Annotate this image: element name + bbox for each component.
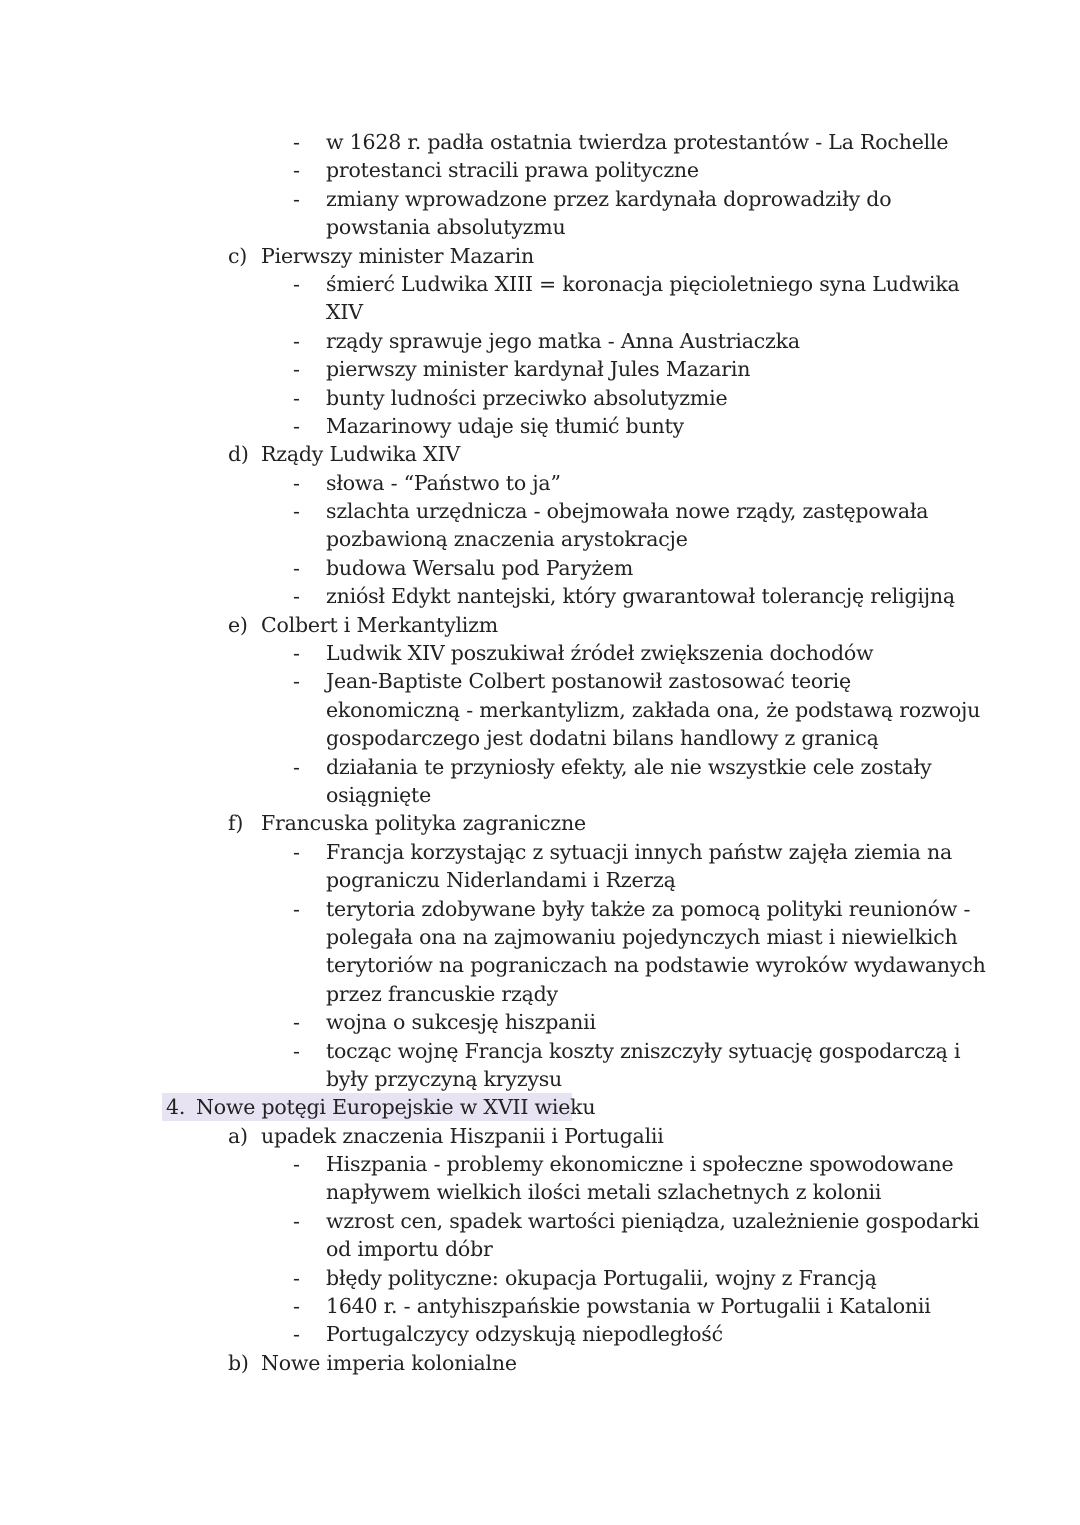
bullet-text: szlachta urzędnicza - obejmowała nowe rządy, zastępowała (326, 499, 929, 524)
bullet-text: słowa - “Państwo to ja” (326, 470, 561, 495)
bullet-text: Hiszpania - problemy ekonomiczne i społeczne spowodowane (326, 1152, 954, 1177)
bullet-text: Portugalczycy odzyskują niepodległość (326, 1322, 723, 1347)
subsection-heading (0, 242, 1080, 270)
dash-marker: - (293, 357, 300, 382)
section-number: 4. (166, 1095, 186, 1120)
bullet-text: zmiany wprowadzone przez kardynała doprowadziły do (326, 186, 892, 211)
bullet-continuation (0, 781, 1080, 809)
dash-marker: - (293, 1208, 300, 1233)
bullet-continuation-text: terytoriów na pograniczach na podstawie wyroków wydawanych (326, 953, 986, 978)
bullet-item (0, 753, 1080, 781)
bullet-continuation (0, 298, 1080, 326)
dash-marker: - (293, 328, 300, 353)
bullet-continuation (0, 525, 1080, 553)
section-heading (0, 1093, 1080, 1121)
bullet-continuation (0, 1235, 1080, 1263)
bullet-text: wzrost cen, spadek wartości pieniądza, uzależnienie gospodarki (326, 1208, 980, 1233)
bullet-continuation-text: ekonomiczną - merkantylizm, zakłada ona, że podstawą rozwoju (326, 697, 981, 722)
subsection-marker: e) (228, 612, 248, 637)
bullet-continuation-text: XIV (326, 300, 363, 325)
bullet-item (0, 667, 1080, 695)
bullet-text: tocząc wojnę Francja koszty zniszczyły sytuację gospodarczą i (326, 1038, 961, 1063)
subsection-marker: b) (228, 1350, 249, 1375)
dash-marker: - (293, 896, 300, 921)
dash-marker: - (293, 669, 300, 694)
bullet-continuation (0, 724, 1080, 752)
dash-marker: - (293, 1010, 300, 1035)
subsection-title: Pierwszy minister Mazarin (261, 243, 535, 268)
bullet-text: działania te przyniosły efekty, ale nie wszystkie cele zostały (326, 754, 932, 779)
bullet-item (0, 1292, 1080, 1320)
bullet-continuation-text: napływem wielkich ilości metali szlachetnych z kolonii (326, 1180, 882, 1205)
bullet-continuation (0, 980, 1080, 1008)
bullet-item (0, 497, 1080, 525)
bullet-item (0, 1008, 1080, 1036)
bullet-text: budowa Wersalu pod Paryżem (326, 555, 634, 580)
bullet-text: wojna o sukcesję hiszpanii (326, 1010, 596, 1035)
bullet-text: protestanci stracili prawa polityczne (326, 158, 699, 183)
bullet-item (0, 384, 1080, 412)
subsection-heading (0, 809, 1080, 837)
bullet-item (0, 1207, 1080, 1235)
dash-marker: - (293, 839, 300, 864)
bullet-continuation (0, 213, 1080, 241)
dash-marker: - (293, 641, 300, 666)
bullet-text: w 1628 r. padła ostatnia twierdza protestantów - La Rochelle (326, 130, 949, 154)
bullet-item (0, 1150, 1080, 1178)
bullet-item (0, 554, 1080, 582)
dash-marker: - (293, 1294, 300, 1319)
bullet-item (0, 1320, 1080, 1348)
subsection-title: Francuska polityka zagraniczne (261, 811, 586, 836)
bullet-continuation-text: były przyczyną kryzysu (326, 1066, 563, 1091)
bullet-text: Mazarinowy udaje się tłumić bunty (326, 413, 684, 438)
bullet-item (0, 128, 1080, 156)
dash-marker: - (293, 754, 300, 779)
subsection-heading (0, 1349, 1080, 1377)
bullet-item (0, 355, 1080, 383)
dash-marker: - (293, 1265, 300, 1290)
subsection-heading (0, 611, 1080, 639)
bullet-item (0, 327, 1080, 355)
bullet-continuation-text: od importu dóbr (326, 1237, 493, 1262)
bullet-item (0, 582, 1080, 610)
subsection-marker: c) (228, 243, 248, 268)
dash-marker: - (293, 130, 300, 154)
notes-content (0, 128, 1080, 1377)
bullet-continuation-text: pograniczu Niderlandami i Rzerzą (326, 868, 676, 893)
dash-marker: - (293, 385, 300, 410)
subsection-title: upadek znaczenia Hiszpanii i Portugalii (261, 1123, 664, 1148)
bullet-text: 1640 r. - antyhiszpańskie powstania w Portugalii i Katalonii (326, 1294, 931, 1319)
dash-marker: - (293, 555, 300, 580)
bullet-item (0, 156, 1080, 184)
bullet-text: błędy polityczne: okupacja Portugalii, wojny z Francją (326, 1265, 877, 1290)
bullet-item (0, 838, 1080, 866)
subsection-marker: d) (228, 442, 249, 467)
bullet-continuation-text: gospodarczego jest dodatni bilans handlowy z granicą (326, 726, 879, 751)
section-title: Nowe potęgi Europejskie w XVII wieku (196, 1095, 596, 1120)
bullet-continuation (0, 923, 1080, 951)
bullet-item (0, 639, 1080, 667)
bullet-continuation (0, 866, 1080, 894)
dash-marker: - (293, 271, 300, 296)
subsection-title: Rządy Ludwika XIV (261, 442, 460, 467)
subsection-title: Nowe imperia kolonialne (261, 1350, 517, 1375)
bullet-continuation-text: pozbawioną znaczenia arystokracje (326, 527, 688, 552)
dash-marker: - (293, 1322, 300, 1347)
bullet-text: Jean-Baptiste Colbert postanowił zastosować teorię (326, 669, 851, 694)
bullet-text: Ludwik XIV poszukiwał źródeł zwiększenia dochodów (326, 641, 874, 666)
bullet-text: zniósł Edykt nantejski, który gwarantował tolerancję religijną (326, 584, 955, 609)
dash-marker: - (293, 499, 300, 524)
bullet-continuation (0, 696, 1080, 724)
subsection-marker: f) (228, 811, 244, 836)
bullet-text: Francja korzystając z sytuacji innych państw zajęła ziemia na (326, 839, 952, 864)
dash-marker: - (293, 158, 300, 183)
bullet-continuation-text: osiągnięte (326, 782, 432, 807)
dash-marker: - (293, 584, 300, 609)
bullet-continuation (0, 951, 1080, 979)
bullet-continuation (0, 1178, 1080, 1206)
subsection-title: Colbert i Merkantylizm (261, 612, 499, 637)
subsection-marker: a) (228, 1123, 248, 1148)
bullet-item (0, 895, 1080, 923)
bullet-item (0, 270, 1080, 298)
bullet-continuation (0, 1065, 1080, 1093)
dash-marker: - (293, 470, 300, 495)
dash-marker: - (293, 413, 300, 438)
bullet-text: bunty ludności przeciwko absolutyzmie (326, 385, 728, 410)
dash-marker: - (293, 1152, 300, 1177)
bullet-item (0, 412, 1080, 440)
bullet-continuation-text: polegała ona na zajmowaniu pojedynczych miast i niewielkich (326, 924, 958, 949)
bullet-text: pierwszy minister kardynał Jules Mazarin (326, 357, 751, 382)
bullet-item (0, 1264, 1080, 1292)
bullet-text: śmierć Ludwika XIII = koronacja pięcioletniego syna Ludwika (326, 271, 960, 296)
subsection-heading (0, 1122, 1080, 1150)
dash-marker: - (293, 186, 300, 211)
dash-marker: - (293, 1038, 300, 1063)
bullet-item (0, 469, 1080, 497)
bullet-text: rządy sprawuje jego matka - Anna Austriaczka (326, 328, 800, 353)
subsection-heading (0, 440, 1080, 468)
bullet-continuation-text: powstania absolutyzmu (326, 215, 566, 240)
bullet-item (0, 185, 1080, 213)
bullet-continuation-text: przez francuskie rządy (326, 981, 558, 1006)
bullet-text: terytoria zdobywane były także za pomocą polityki reunionów - (326, 896, 971, 921)
bullet-item (0, 1037, 1080, 1065)
